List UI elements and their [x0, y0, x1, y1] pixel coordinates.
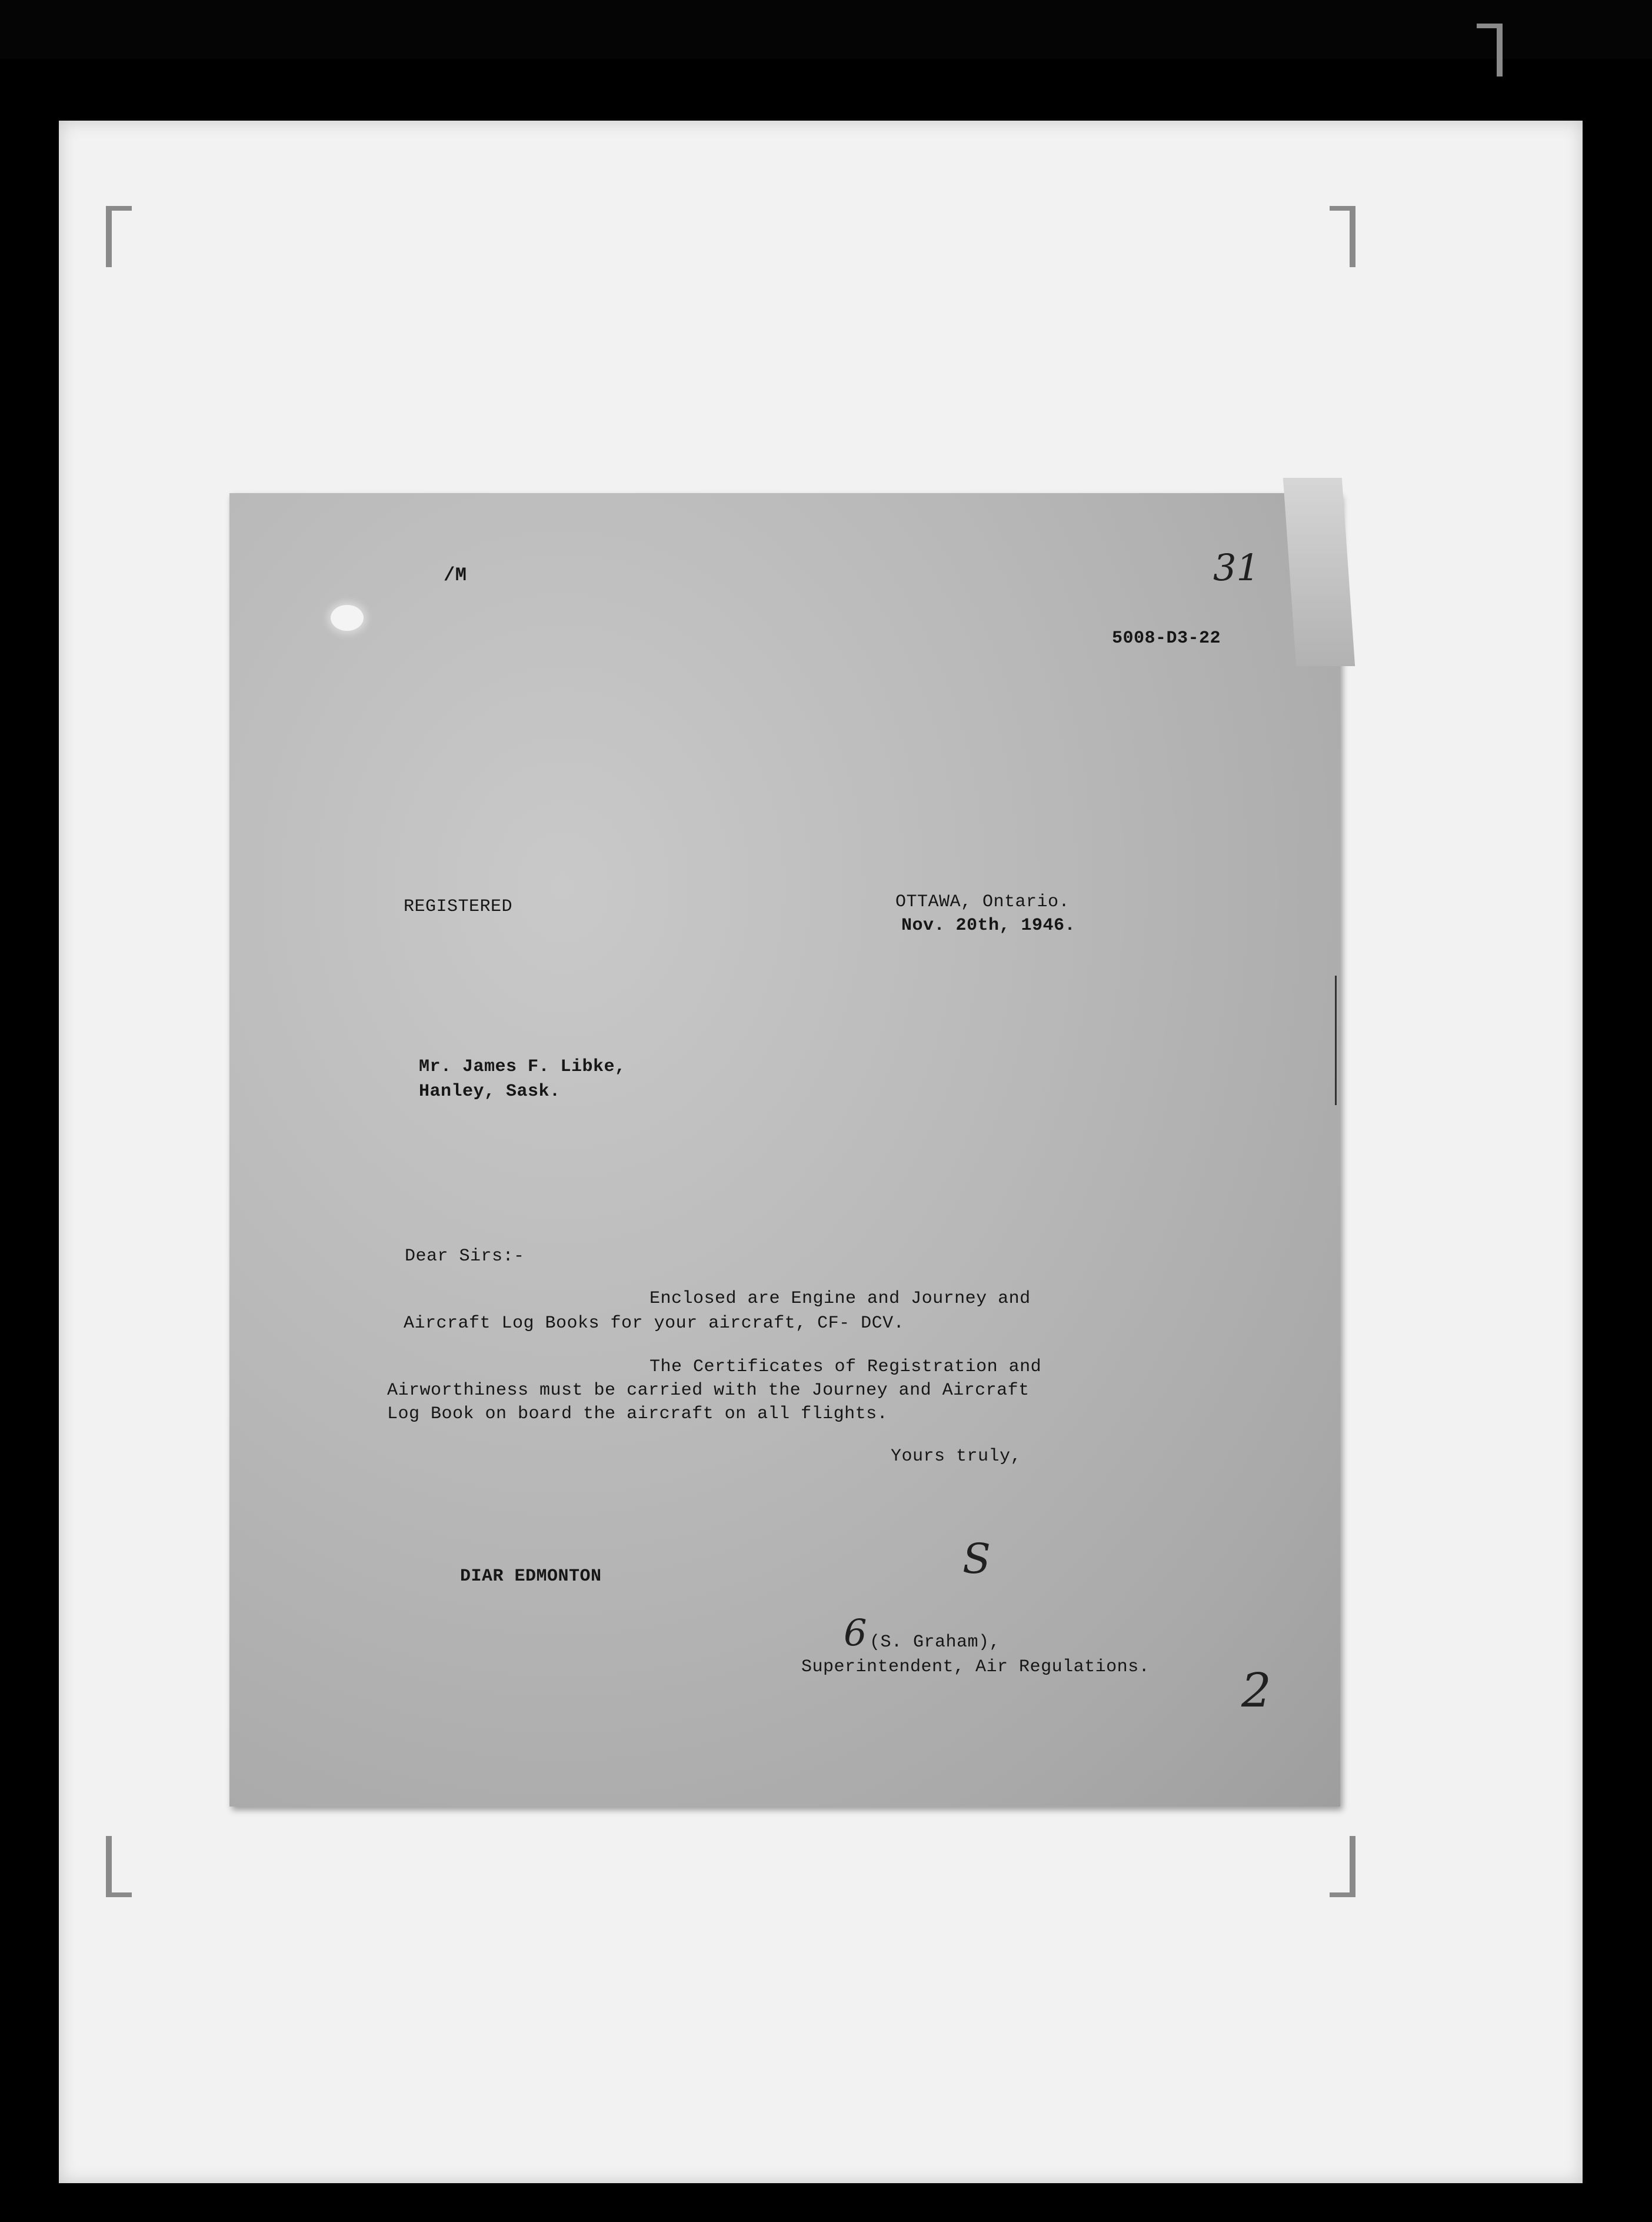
crop-mark: [106, 1836, 132, 1897]
recipient-address: Hanley, Sask.: [419, 1082, 561, 1102]
salutation: Dear Sirs:-: [405, 1246, 525, 1266]
handwritten-page-number: 31: [1213, 546, 1260, 589]
handwritten-six: 6: [844, 1611, 867, 1654]
signature-name: (S. Graham),: [870, 1632, 1001, 1652]
handwritten-initial: S: [962, 1535, 991, 1583]
closing: Yours truly,: [891, 1446, 1022, 1466]
film-border: [0, 0, 1652, 59]
registered-label: REGISTERED: [404, 897, 513, 917]
paragraph2-line3: Log Book on board the aircraft on all flights.: [387, 1404, 888, 1424]
margin-mark: [1335, 976, 1337, 1105]
crop-mark: [1330, 1836, 1355, 1897]
file-number: 5008-D3-22: [1112, 628, 1221, 648]
paragraph1-line1: Enclosed are Engine and Journey and: [650, 1289, 1031, 1309]
signature-title: Superintendent, Air Regulations.: [801, 1657, 1150, 1677]
handwritten-corner-mark: 2: [1241, 1663, 1271, 1718]
paragraph1-line2: Aircraft Log Books for your aircraft, CF- DCV.: [404, 1313, 905, 1333]
letter-page: [229, 493, 1340, 1807]
place-line: OTTAWA, Ontario.: [895, 892, 1070, 912]
initials-mark: /M: [444, 564, 467, 586]
paragraph2-line2: Airworthiness must be carried with the Journey and Aircraft: [387, 1381, 1030, 1401]
cc-note: DIAR EDMONTON: [460, 1566, 602, 1586]
punch-hole: [331, 605, 364, 631]
crop-mark: [1477, 24, 1503, 76]
crop-mark: [1330, 206, 1355, 267]
date-line: Nov. 20th, 1946.: [901, 916, 1076, 936]
crop-mark: [106, 206, 132, 267]
paragraph2-line1: The Certificates of Registration and: [650, 1357, 1042, 1377]
recipient-name: Mr. James F. Libke,: [419, 1057, 626, 1077]
